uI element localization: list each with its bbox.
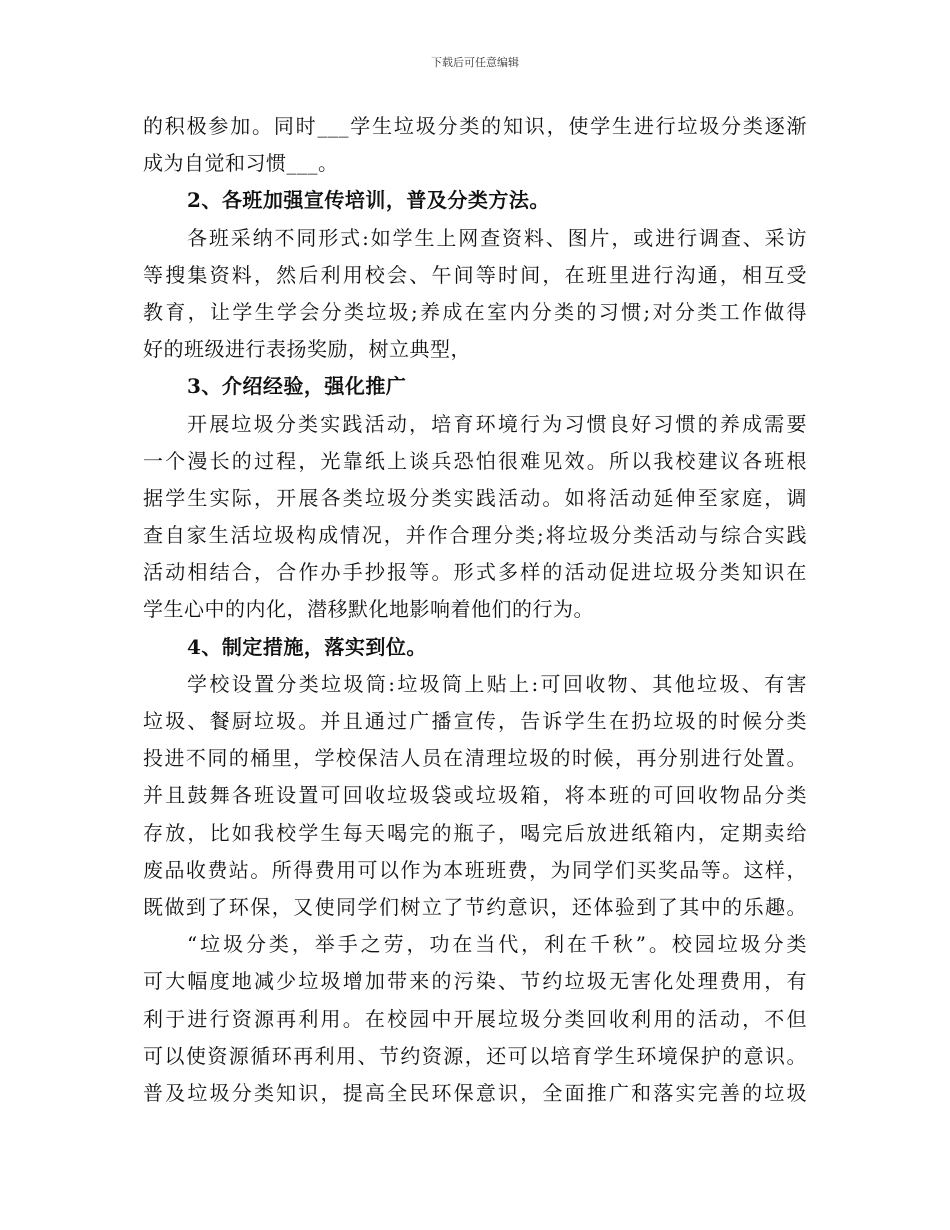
section-heading: 3、介绍经验，强化推广 [187, 374, 407, 399]
text-line: 一个漫长的过程，光靠纸上谈兵恐怕很难见效。所以我校建议各班根 [143, 448, 807, 473]
text-line: 查自家生活垃圾构成情况，并作合理分类;将垃圾分类活动与综合实践 [143, 523, 807, 548]
text-line: 等搜集资料，然后利用校会、午间等时间，在班里进行沟通，相互受 [143, 262, 807, 287]
document-body [143, 108, 807, 1112]
section-heading: 4、制定措施，落实到位。 [187, 634, 427, 659]
text-line: 既做到了环保，又使同学们树立了节约意识，还体验到了其中的乐趣。 [143, 894, 807, 919]
text-line: 各班采纳不同形式:如学生上网查资料、图片，或进行调查、采访 [187, 225, 807, 250]
text-line: 可大幅度地减少垃圾增加带来的污染、节约垃圾无害化处理费用，有 [143, 969, 807, 994]
text-line: 可以使资源循环再利用、节约资源，还可以培育学生环境保护的意识。 [143, 1043, 807, 1068]
text-line: 投进不同的桶里，学校保洁人员在清理垃圾的时候，再分别进行处置。 [143, 746, 807, 771]
text-line: 学生心中的内化，潜移默化地影响着他们的行为。 [143, 597, 594, 622]
text-line: 的积极参加。同时___学生垃圾分类的知识，使学生进行垃圾分类逐渐 [143, 114, 807, 138]
text-line: 活动相结合，合作办手抄报等。形式多样的活动促进垃圾分类知识在 [143, 560, 807, 585]
section-heading: 2、各班加强宣传培训，普及分类方法。 [187, 188, 550, 213]
text-line: 垃圾、餐厨垃圾。并且通过广播宣传，告诉学生在扔垃圾的时候分类 [143, 709, 807, 733]
text-line: 教育，让学生学会分类垃圾;养成在室内分类的习惯;对分类工作做得 [143, 299, 807, 324]
text-line: 废品收费站。所得费用可以作为本班班费，为同学们买奖品等。这样， [143, 857, 807, 882]
text-line: 学校设置分类垃圾筒:垃圾筒上贴上:可回收物、其他垃圾、有害 [187, 671, 807, 696]
text-line: 存放，比如我校学生每天喝完的瓶子，喝完后放进纸箱内，定期卖给 [143, 820, 807, 845]
text-line: “垃圾分类，举手之劳，功在当代，利在千秋”。校园垃圾分类 [187, 932, 807, 957]
page-header: 下载后可任意编辑 [431, 56, 519, 69]
text-line: 好的班级进行表扬奖励，树立典型， [143, 337, 471, 362]
text-line: 普及垃圾分类知识，提高全民环保意识，全面推广和落实完善的垃圾 [143, 1080, 807, 1105]
text-line: 利于进行资源再利用。在校园中开展垃圾分类回收利用的活动，不但 [143, 1006, 807, 1031]
text-line: 成为自觉和习惯___。 [143, 151, 339, 176]
text-line: 据学生实际，开展各类垃圾分类实践活动。如将活动延伸至家庭，调 [143, 485, 807, 510]
text-line: 并且鼓舞各班设置可回收垃圾袋或垃圾箱，将本班的可回收物品分类 [143, 783, 807, 808]
text-line: 开展垃圾分类实践活动，培育环境行为习惯良好习惯的养成需要 [187, 411, 807, 436]
